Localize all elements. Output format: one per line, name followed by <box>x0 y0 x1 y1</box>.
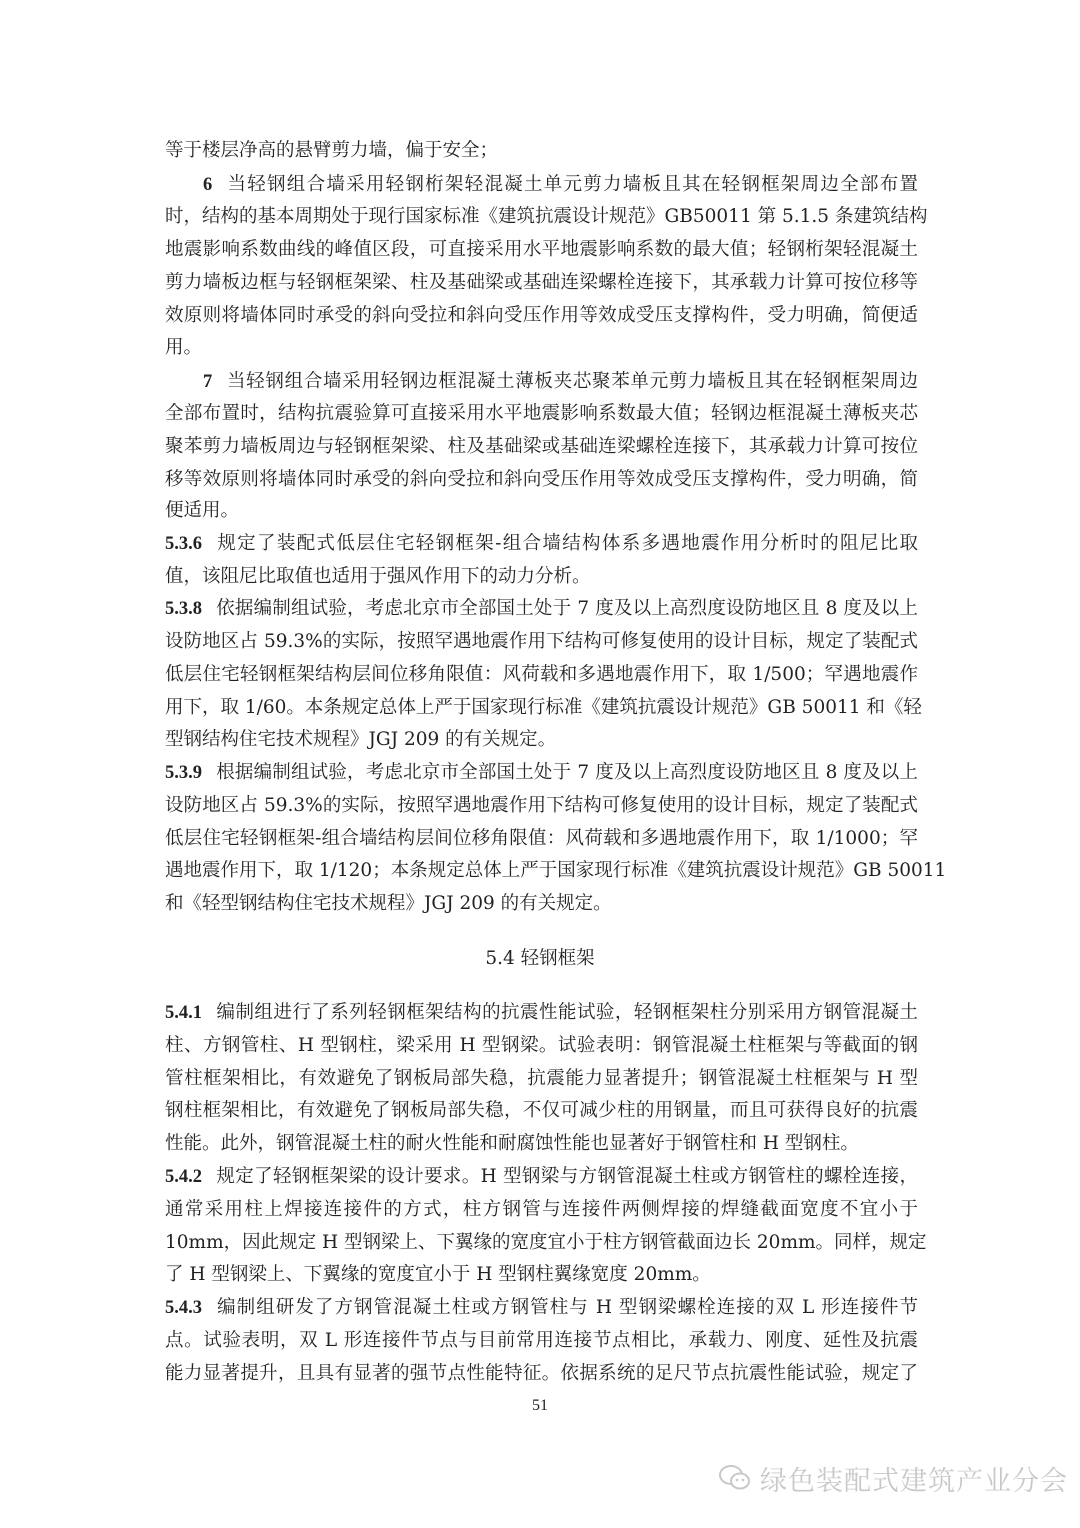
line-text: 钢柱框架相比，有效避免了钢板局部失稳，不仅可减少柱的用钢量，而且可获得良好的抗震 <box>165 1100 918 1121</box>
text-line <box>165 494 918 527</box>
text-line <box>165 1226 927 1259</box>
line-text: 能力显著提升，且具有显著的强节点性能特征。依据系统的足尺节点抗震性能试验，规定了 <box>165 1363 918 1384</box>
page-number: 51 <box>532 1397 548 1414</box>
clause-number: 5.3.6 <box>165 534 202 554</box>
text-line <box>165 691 922 724</box>
text-line <box>165 1029 918 1062</box>
text-line <box>165 1324 918 1357</box>
clause-number: 6 <box>203 175 213 195</box>
text-line <box>165 1127 918 1160</box>
line-text: 遇地震作用下，取 1/120；本条规定总体上严于国家现行标准《建筑抗震设计规范》GB 50011 <box>165 860 947 881</box>
line-text: 剪力墙板边框与轻钢框架梁、柱及基础梁或基础连梁螺栓连接下，其承载力计算可按位移等 <box>165 272 918 293</box>
text-line <box>165 463 918 496</box>
text-line <box>165 1094 918 1127</box>
line-text: 了 H 型钢梁上、下翼缘的宽度宜小于 H 型钢柱翼缘宽度 20mm。 <box>165 1264 711 1285</box>
text-line <box>165 756 918 789</box>
line-text: 规定了轻钢框架梁的设计要求。H 型钢梁与方钢管混凝土柱或方钢管柱的螺栓连接， <box>216 1166 918 1187</box>
line-text: 通常采用柱上焊接连接件的方式，柱方钢管与连接件两侧焊接的焊缝截面宽度不宜小于 <box>165 1199 918 1220</box>
text-line <box>165 1357 918 1390</box>
text-line <box>165 887 918 920</box>
text-line <box>165 625 918 658</box>
clause-number: 5.4.1 <box>165 1003 202 1023</box>
line-text: 聚苯剪力墙板周边与轻钢框架梁、柱及基础梁或基础连梁螺栓连接下，其承载力计算可按位 <box>165 436 918 457</box>
text-line <box>165 1160 918 1193</box>
text-line <box>165 560 918 593</box>
text-line <box>165 430 918 463</box>
text-line <box>165 592 918 625</box>
line-text: 点。试验表明，双 L 形连接件节点与目前常用连接节点相比，承载力、刚度、延性及抗震 <box>165 1330 918 1351</box>
line-text: 低层住宅轻钢框架-组合墙结构层间位移角限值：风荷载和多遇地震作用下，取 1/1000；罕 <box>165 828 918 849</box>
line-text: 值，该阻尼比取值也适用于强风作用下的动力分析。 <box>165 566 591 587</box>
clause-number: 5.3.9 <box>165 763 202 783</box>
clause-number: 7 <box>203 372 213 392</box>
text-line <box>165 1062 918 1095</box>
text-line <box>165 233 918 266</box>
line-text: 效原则将墙体同时承受的斜向受拉和斜向受压作用等效成受压支撑构件，受力明确，简便适 <box>165 305 918 326</box>
text-line <box>165 996 918 1029</box>
text-line <box>165 200 928 233</box>
line-text: 型钢结构住宅技术规程》JGJ 209 的有关规定。 <box>165 729 557 750</box>
line-text: 编制组进行了系列轻钢框架结构的抗震性能试验，轻钢框架柱分别采用方钢管混凝土 <box>216 1002 918 1023</box>
line-text: 地震影响系数曲线的峰值区段，可直接采用水平地震影响系数的最大值；轻钢桁架轻混凝土 <box>165 239 918 260</box>
text-line <box>165 299 918 332</box>
text-line <box>165 723 918 756</box>
line-text: 当轻钢组合墙采用轻钢边框混凝土薄板夹芯聚苯单元剪力墙板且其在轻钢框架周边 <box>226 371 918 392</box>
text-line <box>165 331 918 364</box>
line-text: 10mm，因此规定 H 型钢梁上、下翼缘的宽度宜小于柱方钢管截面边长 20mm。同样，规定 <box>165 1232 927 1253</box>
watermark-text: 绿色装配式建筑产业分会 <box>760 1465 1068 1497</box>
line-text: 性能。此外，钢管混凝土柱的耐火性能和耐腐蚀性能也显著好于钢管柱和 H 型钢柱。 <box>165 1133 859 1154</box>
line-text: 低层住宅轻钢框架结构层间位移角限值：风荷载和多遇地震作用下，取 1/500；罕遇地震作 <box>165 664 918 685</box>
line-text: 等于楼层净高的悬臂剪力墙，偏于安全； <box>165 140 499 161</box>
watermark <box>718 1458 1068 1498</box>
text-line <box>165 1193 918 1226</box>
clause-number: 5.4.3 <box>165 1298 202 1318</box>
line-text: 柱、方钢管柱、H 型钢柱，梁采用 H 型钢梁。试验表明：钢管混凝土柱框架与等截面的钢 <box>165 1035 918 1056</box>
text-line <box>165 854 947 887</box>
line-text: 便适用。 <box>165 500 240 521</box>
line-text: 当轻钢组合墙采用轻钢桁架轻混凝土单元剪力墙板且其在轻钢框架周边全部布置 <box>226 174 918 195</box>
line-text: 根据编制组试验，考虑北京市全部国土处于 7 度及以上高烈度设防地区且 8 度及以上 <box>216 762 918 783</box>
section-heading: 5.4 轻钢框架 <box>485 948 595 969</box>
text-line <box>165 266 918 299</box>
wechat-icon <box>718 1463 752 1493</box>
line-text: 用。 <box>165 337 203 358</box>
text-line <box>165 1258 918 1291</box>
line-text: 用下，取 1/60。本条规定总体上严于国家现行标准《建筑抗震设计规范》GB 50011 和《轻 <box>165 697 922 718</box>
line-text: 和《轻型钢结构住宅技术规程》JGJ 209 的有关规定。 <box>165 893 612 914</box>
line-text: 移等效原则将墙体同时承受的斜向受拉和斜向受压作用等效成受压支撑构件，受力明确，简 <box>165 469 918 490</box>
line-text: 设防地区占 59.3%的实际，按照罕遇地震作用下结构可修复使用的设计目标，规定了装配式 <box>165 795 918 816</box>
text-line <box>165 789 918 822</box>
text-line <box>165 134 918 167</box>
clause-number: 5.4.2 <box>165 1167 202 1187</box>
line-text: 依据编制组试验，考虑北京市全部国土处于 7 度及以上高烈度设防地区且 8 度及以上 <box>216 598 918 619</box>
clause-number: 5.3.8 <box>165 599 202 619</box>
line-text: 管柱框架相比，有效避免了钢板局部失稳，抗震能力显著提升；钢管混凝土柱框架与 H 型 <box>165 1068 918 1089</box>
text-line <box>165 658 918 691</box>
text-line <box>165 168 918 201</box>
line-text: 编制组研发了方钢管混凝土柱或方钢管柱与 H 型钢梁螺栓连接的双 L 形连接件节 <box>216 1297 918 1318</box>
text-line <box>165 397 918 430</box>
text-line <box>165 365 918 398</box>
text-line <box>165 527 918 560</box>
line-text: 时，结构的基本周期处于现行国家标准《建筑抗震设计规范》GB50011 第 5.1.5 条建筑结构 <box>165 206 928 227</box>
line-text: 全部布置时，结构抗震验算可直接采用水平地震影响系数最大值；轻钢边框混凝土薄板夹芯 <box>165 403 918 424</box>
line-text: 规定了装配式低层住宅轻钢框架-组合墙结构体系多遇地震作用分析时的阻尼比取 <box>216 533 918 554</box>
line-text: 设防地区占 59.3%的实际，按照罕遇地震作用下结构可修复使用的设计目标，规定了装配式 <box>165 631 918 652</box>
text-line <box>165 1291 918 1324</box>
text-line <box>165 822 918 855</box>
